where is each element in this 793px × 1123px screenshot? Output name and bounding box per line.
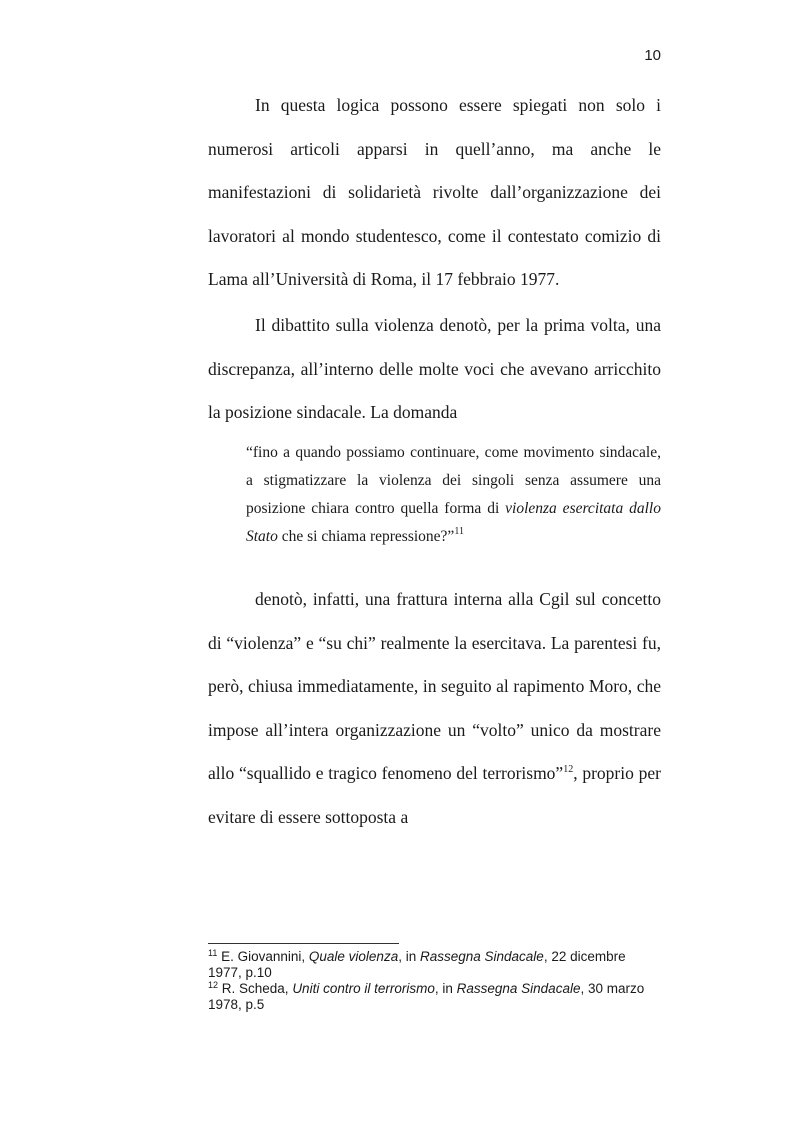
paragraph-3 <box>208 578 661 839</box>
footnote-number: 12 <box>208 980 219 990</box>
footnote-12 <box>208 981 661 1013</box>
quote-text-before: “fino a quando possiamo continuare, come movimento sindacale, a stigmatizzare la violenza dei singoli senza assumere una posizione chiara contro quella forma di <box>246 444 661 517</box>
footnote-in: , in <box>398 949 420 964</box>
paragraph-3-text-after: , proprio per evitare di essere sottoposta a <box>208 763 661 827</box>
footnote-source: Rassegna Sindacale <box>419 949 544 964</box>
footnote-ref-11[interactable]: 11 <box>454 526 464 537</box>
quote-emphasis: violenza esercitata dallo Stato <box>246 500 661 545</box>
paragraph-1: In questa logica possono essere spiegati non solo i numerosi articoli apparsi in quell’anno, ma anche le manifestazioni di solidarietà rivolte dall’organizzazione dei lavoratori al mondo studentesco, come il contestato comizio di Lama all’Università di Roma, il 17 febbraio 1977. <box>208 95 661 289</box>
quote-text-after: che si chiama repressione?” <box>277 528 455 545</box>
footnote-rest: , 22 dicembre 1977, p.10 <box>208 949 626 980</box>
footnote-source: Rassegna Sindacale <box>456 981 581 996</box>
paragraph-2: Il dibattito sulla violenza denotò, per la prima volta, una discrepanza, all’interno delle molte voci che avevano arricchito la posizione sindacale. La domanda <box>208 315 661 422</box>
footnotes <box>208 949 661 1013</box>
footnote-title: Quale violenza <box>308 949 399 964</box>
footnote-author: E. Giovannini, <box>217 949 309 964</box>
footnote-in: , in <box>434 981 457 996</box>
paragraph-3-text-before: denotò, infatti, una frattura interna alla Cgil sul concetto di “violenza” e “su chi” realmente la esercitava. La parentesi fu, però, chiusa immediatamente, in seguito al rapimento Moro, che impose all’intera organizzazione un “volto” unico da mostrare allo “squallido e tragico fenomeno del terrorismo” <box>208 589 661 783</box>
block-quote <box>246 439 661 551</box>
footnote-author: R. Scheda, <box>218 981 293 996</box>
footnote-ref-12[interactable]: 12 <box>563 764 574 775</box>
footnote-title: Uniti contro il terrorismo <box>292 981 435 996</box>
footnote-divider <box>208 943 399 944</box>
footnote-rest: , 30 marzo 1978, p.5 <box>208 981 645 1012</box>
footnote-number: 11 <box>208 948 218 958</box>
footnote-11 <box>208 949 661 981</box>
page-number: 10 <box>644 47 661 64</box>
